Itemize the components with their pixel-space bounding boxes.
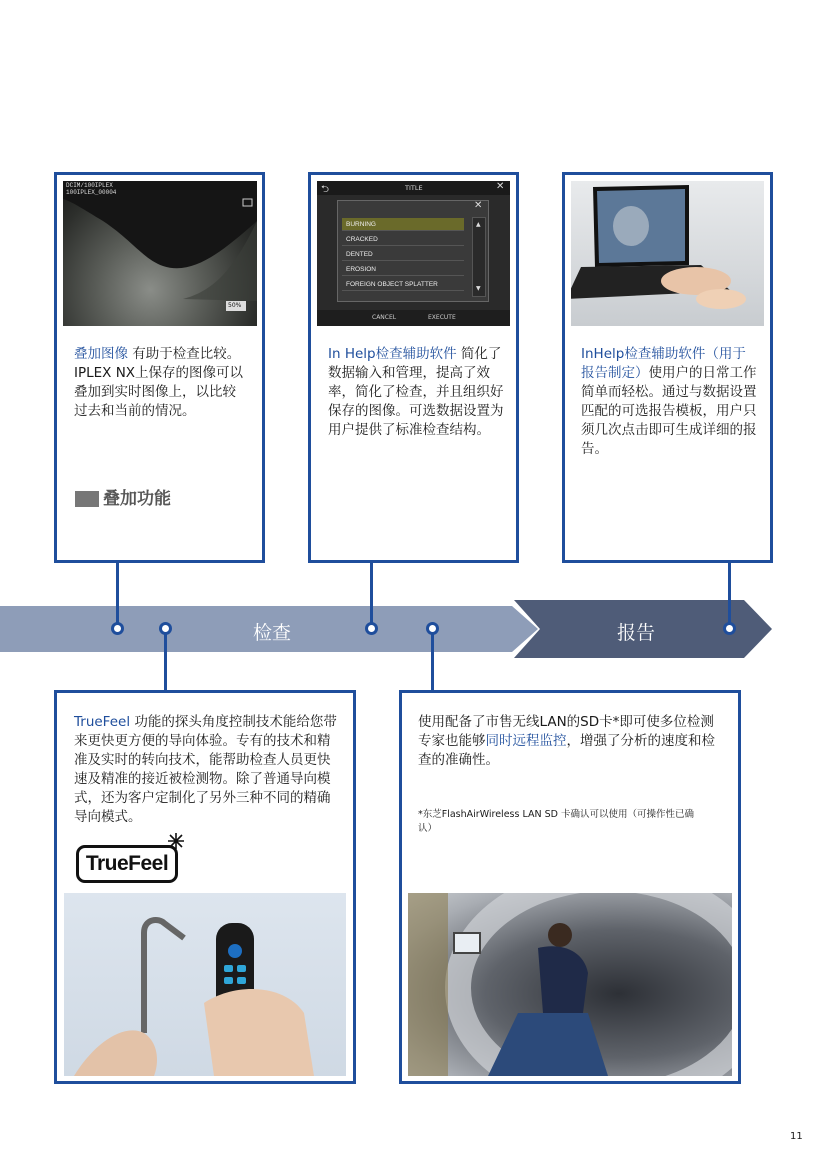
- controller-photo: [64, 893, 346, 1076]
- close-icon: ✕: [496, 181, 505, 192]
- remote-footnote: *东芝FlashAirWireless LAN SD 卡确认可以使用（可操作性已确认）: [418, 809, 694, 834]
- timeline-report-label: 报告: [617, 622, 656, 644]
- timeline-dot: [365, 622, 378, 635]
- timeline-arrow: [0, 600, 827, 658]
- timeline-inspect-label: 检查: [253, 622, 292, 644]
- connector-line: [164, 634, 167, 692]
- report-body: 使用户的日常工作简单而轻松。通过与数据设置匹配的可选报告模板，用户只须几次点击即可生成详细的报告。: [581, 365, 757, 457]
- overlay-body: 有助于检查比较。IPLEX NX上保存的图像可以叠加到实时图像上，以比较过去和当前的情况。: [74, 346, 244, 419]
- engine-inspection-photo: [408, 893, 732, 1076]
- truefeel-description: [74, 713, 340, 827]
- connector-line: [370, 561, 373, 623]
- cancel-button: CANCEL: [372, 314, 397, 321]
- back-icon: ⮌: [321, 184, 330, 195]
- overlay-feature-label: [75, 484, 171, 509]
- report-highlight: InHelp检查辅助软件（用于报告制定）: [581, 346, 746, 381]
- remote-body-start: 使用配备了市售无线LAN的SD卡*即可使多位检测专家也能够: [418, 714, 714, 749]
- overlay-screen-image: [63, 181, 257, 326]
- timeline-dot: [111, 622, 124, 635]
- menu-item: CRACKED: [342, 233, 464, 246]
- feature-badge-icon: [75, 491, 99, 507]
- menu-item: DENTED: [342, 248, 464, 261]
- timeline-dot: [426, 622, 439, 635]
- sparkle-icon: [168, 833, 184, 849]
- menu-item: BURNING: [342, 218, 464, 231]
- timeline-dot: [159, 622, 172, 635]
- dialog-close-icon: ✕: [474, 200, 483, 211]
- inhelp-highlight: In Help检查辅助软件: [328, 346, 457, 362]
- scroll-up-icon: ▲: [476, 221, 481, 228]
- timeline-dot: [723, 622, 736, 635]
- inhelp-body: 简化了数据输入和管理，提高了效率，简化了检查，并且组织好保存的图像。可选数据设置为用户提供了标准检查结构。: [328, 346, 504, 438]
- screen-file-text: 100IPLEX_00004: [66, 189, 117, 196]
- execute-button: EXECUTE: [428, 314, 456, 321]
- truefeel-logo: TrueFeel: [76, 845, 178, 883]
- menu-item: EROSION: [342, 263, 464, 276]
- truefeel-body: 功能的探头角度控制技术能给您带来更快更方便的导向体验。专有的技术和精准及实时的转向技术，能帮助检查人员更快速及精准的接近被检测物。除了普通导向模式，还为客户定制化了另外三种不同的精确导向模式。: [74, 714, 337, 825]
- connector-line: [728, 561, 731, 623]
- overlay-highlight: 叠加图像: [74, 346, 128, 362]
- feature-label-text: 叠加功能: [103, 489, 171, 509]
- connector-line: [431, 634, 434, 692]
- screen-path-text: DCIM/100IPLEX: [66, 182, 113, 189]
- remote-description: [418, 713, 723, 770]
- remote-highlight: 同时远程监控: [485, 733, 567, 749]
- report-description: [581, 345, 757, 459]
- scroll-down-icon: ▼: [476, 285, 481, 292]
- inhelp-description: [328, 345, 504, 440]
- page-number: 11: [790, 1131, 803, 1142]
- remote-body-end: ，增强了分析的速度和检查的准确性。: [418, 733, 715, 768]
- screen-title: TITLE: [405, 184, 423, 192]
- truefeel-highlight: TrueFeel: [74, 714, 131, 730]
- laptop-photo: [571, 181, 764, 326]
- menu-item: FOREIGN OBJECT SPLATTER: [342, 278, 464, 291]
- overlay-description: [74, 345, 246, 421]
- zoom-readout: 50%: [228, 302, 242, 309]
- connector-line: [116, 561, 119, 623]
